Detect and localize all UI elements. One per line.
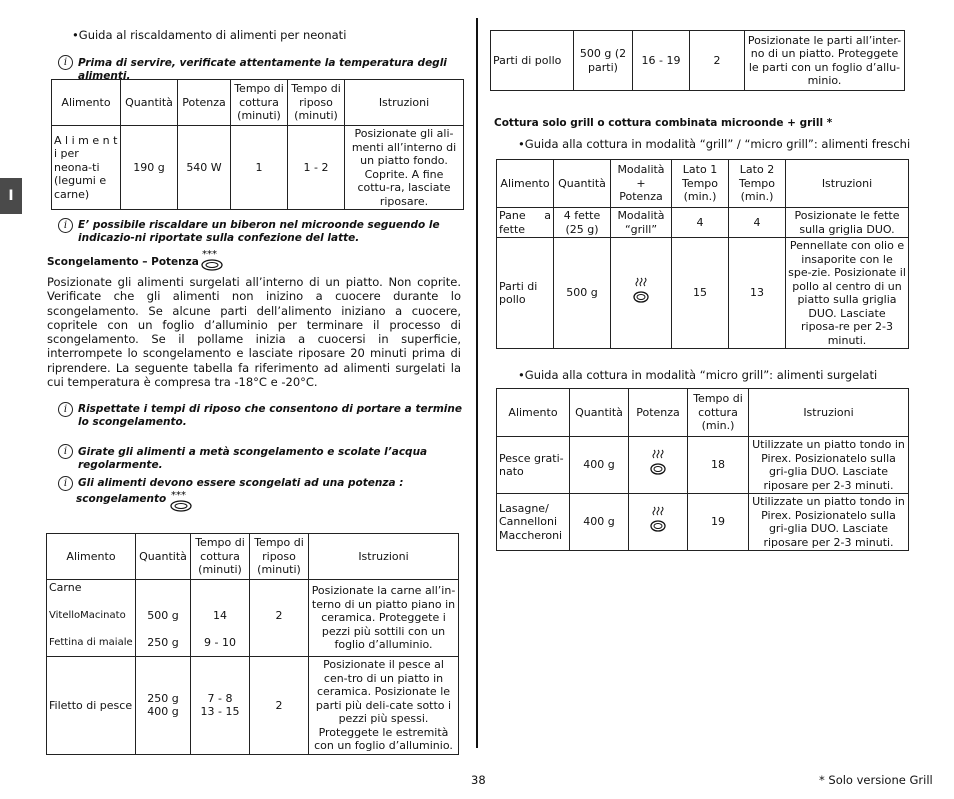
vitello-tempo: 14 [213,609,227,622]
vitello-riposo: 2 [275,609,283,622]
th-istruzioni: Istruzioni [345,80,464,126]
th-potenza: Potenza [178,80,231,126]
maiale-tempo: 9 - 10 [204,635,236,649]
cell-tempo: 16 - 19 [633,31,690,91]
cell-lasagne-tempo: 19 [688,494,749,551]
table-grill-freschi [496,159,909,349]
th-quantita: Quantità [570,389,629,437]
column-divider [476,18,478,748]
cell-pane: Pane a fette [497,208,554,238]
th-lato2: Lato 2 Tempo (min.) [729,160,786,208]
table-pollo-continued [490,30,905,91]
defrost-icon [198,248,226,272]
info-icon: i [58,218,73,233]
info-icon: i [58,402,73,417]
cell-pane-lato1: 4 [672,208,729,238]
cell-pollo-lato1: 15 [672,238,729,349]
th-alimento: Alimento [497,389,570,437]
cell-carne-quantita [136,580,191,657]
language-tab: I [0,178,22,214]
label-vitello: VitelloMacinato [49,609,126,621]
maiale-quantita: 250 g [147,635,179,649]
defrost-icon [167,489,195,513]
table-micro-grill [496,388,909,551]
grill-icon [630,276,652,306]
cell-carne-riposo [250,580,309,657]
cell-carne-tempo [191,580,250,657]
label-carne: Carne [49,581,82,594]
note-potenza-scongelamento: scongelamento [76,493,167,505]
cell-pane-lato2: 4 [729,208,786,238]
cell-pane-quantita: 4 fette (25 g) [554,208,611,238]
cell-pollo: Parti di pollo [497,238,554,349]
cell-pesce-tempo: 18 [688,437,749,494]
th-tempo: Tempo di cottura (min.) [688,389,749,437]
bullet-neonati: •Guida al riscaldamento di alimenti per neonati [72,28,347,42]
cell-istruzioni: Posizionate le parti all’inter-no di un piatto. Proteggete le parti con un foglio d’allu-minio. [745,31,905,91]
paragraph-scongelamento: Posizionate gli alimenti surgelati all’interno di un piatto. Non coprite. Verificate che gli alimenti non inizino a cuocere durante lo scongelamento. Se alcune parti dell’alimento iniziano a cuocere, copritele con un foglio d’alluminio per terminare il processo di scongelamento. Se il pollame inizia a cuocersi in superficie, interrompete lo scongelamento e lasciate riposare 20 minuti prima di riprendere. La seguente tabella fa riferimento ad alimenti surgelati la cui temperatura è compresa tra -18°C e -20°C. [47,275,461,390]
bullet-micro-grill: •Guida alla cottura in modalità “micro grill”: alimenti surgelati [518,368,878,382]
th-potenza: Potenza [629,389,688,437]
th-tempo-cottura: Tempo di cottura (minuti) [231,80,288,126]
th-quantita: Quantità [121,80,178,126]
th-istruzioni: Istruzioni [749,389,909,437]
cell-lasagne-potenza [629,494,688,551]
cell-pollo-istruzioni: Pennellate con olio e insaporite con le spe-zie. Posizionate il pollo al centro di un piatto sulla griglia DUO. Lasciate riposa-re per 2-3 minuti. [786,238,909,349]
th-alimento: Alimento [497,160,554,208]
cell-pollo-lato2: 13 [729,238,786,349]
cell-lasagne: Lasagne/ Cannelloni Maccheroni [497,494,570,551]
cell-pesce-potenza [629,437,688,494]
cell-istruzioni: Posizionate gli ali-menti all’interno di un piatto fondo. Coprite. A fine cottu-ra, lasciate riposare. [345,126,464,210]
cell-riposo: 1 - 2 [288,126,345,210]
th-tempo-cottura: Tempo di cottura (minuti) [191,534,250,580]
cell-pesce-riposo: 2 [250,657,309,755]
page-number: 38 [471,773,486,787]
cell-carne [47,580,136,657]
cell-carne-istruzioni: Posizionate la carne all’in-terno di un piatto piano in ceramica. Proteggete i pezzi più sottili con un foglio d’alluminio. [309,580,459,657]
vitello-quantita: 500 g [147,609,179,622]
heading-grill: Cottura solo grill o cottura combinata microonde + grill * [494,117,833,129]
grill-icon [647,448,669,478]
cell-pesce: Filetto di pesce [47,657,136,755]
note-biberon: E’ possibile riscaldare un biberon nel microonde seguendo le indicazio-ni riportate sulla confezione del latte. [78,219,440,244]
cell-pesce-quantita: 400 g [570,437,629,494]
info-icon: i [58,444,73,459]
cell-alimento: Parti di pollo [491,31,574,91]
cell-pollo-quantita: 500 g [554,238,611,349]
table-neonati [51,79,464,210]
cell-pesce-istruzioni: Utilizzate un piatto tondo in Pirex. Posizionatelo sulla gri-glia DUO. Lasciate riposare per 2-3 minuti. [749,437,909,494]
heading-scongelamento: Scongelamento – Potenza [47,256,199,268]
th-alimento: Alimento [47,534,136,580]
th-tempo-riposo: Tempo di riposo (minuti) [250,534,309,580]
cell-tempo: 1 [231,126,288,210]
grill-icon [647,505,669,535]
bullet-grill-freschi: •Guida alla cottura in modalità “grill” / “micro grill”: alimenti freschi [518,137,911,151]
cell-pesce: Pesce grati-nato [497,437,570,494]
cell-riposo: 2 [690,31,745,91]
th-istruzioni: Istruzioni [309,534,459,580]
svg-text:***: *** [202,249,217,260]
cell-pane-istruzioni: Posizionate le fette sulla griglia DUO. [786,208,909,238]
cell-quantita: 190 g [121,126,178,210]
cell-pesce-istruzioni: Posizionate il pesce al cen-tro di un piatto in ceramica. Posizionate le parti più deli-cate sotto i pezzi più spessi. Proteggete le estremità con un foglio d’alluminio. [309,657,459,755]
cell-pesce-tempo: 7 - 8 13 - 15 [191,657,250,755]
cell-pane-modalita: Modalità “grill” [611,208,672,238]
cell-lasagne-istruzioni: Utilizzate un piatto tondo in Pirex. Posizionatelo sulla gri-glia DUO. Lasciate riposare per 2-3 minuti. [749,494,909,551]
th-lato1: Lato 1 Tempo (min.) [672,160,729,208]
cell-quantita: 500 g (2 parti) [574,31,633,91]
info-icon: i [58,476,73,491]
info-icon: i [58,55,73,70]
table-scongelamento [46,533,459,755]
svg-text:***: *** [171,490,186,501]
th-alimento: Alimento [52,80,121,126]
th-istruzioni: Istruzioni [786,160,909,208]
note-temperature: Prima di servire, verificate attentamente la temperatura degli alimenti. [78,57,447,82]
note-riposo: Rispettate i tempi di riposo che consentono di portare a termine lo scongelamento. [78,403,462,428]
footer-note: * Solo versione Grill [819,773,933,787]
cell-pesce-quantita: 250 g 400 g [136,657,191,755]
cell-alimento: A l i m e n t i per neona-ti (legumi e carne) [52,126,121,210]
th-quantita: Quantità [136,534,191,580]
th-quantita: Quantità [554,160,611,208]
note-potenza: Gli alimenti devono essere scongelati ad una potenza : [78,477,404,489]
cell-lasagne-quantita: 400 g [570,494,629,551]
th-modalita: Modalità + Potenza [611,160,672,208]
note-girate: Girate gli alimenti a metà scongelamento e scolate l’acqua regolarmente. [78,446,428,471]
label-maiale: Fettina di maiale [49,637,133,648]
cell-pollo-modalita [611,238,672,349]
cell-potenza: 540 W [178,126,231,210]
th-tempo-riposo: Tempo di riposo (minuti) [288,80,345,126]
